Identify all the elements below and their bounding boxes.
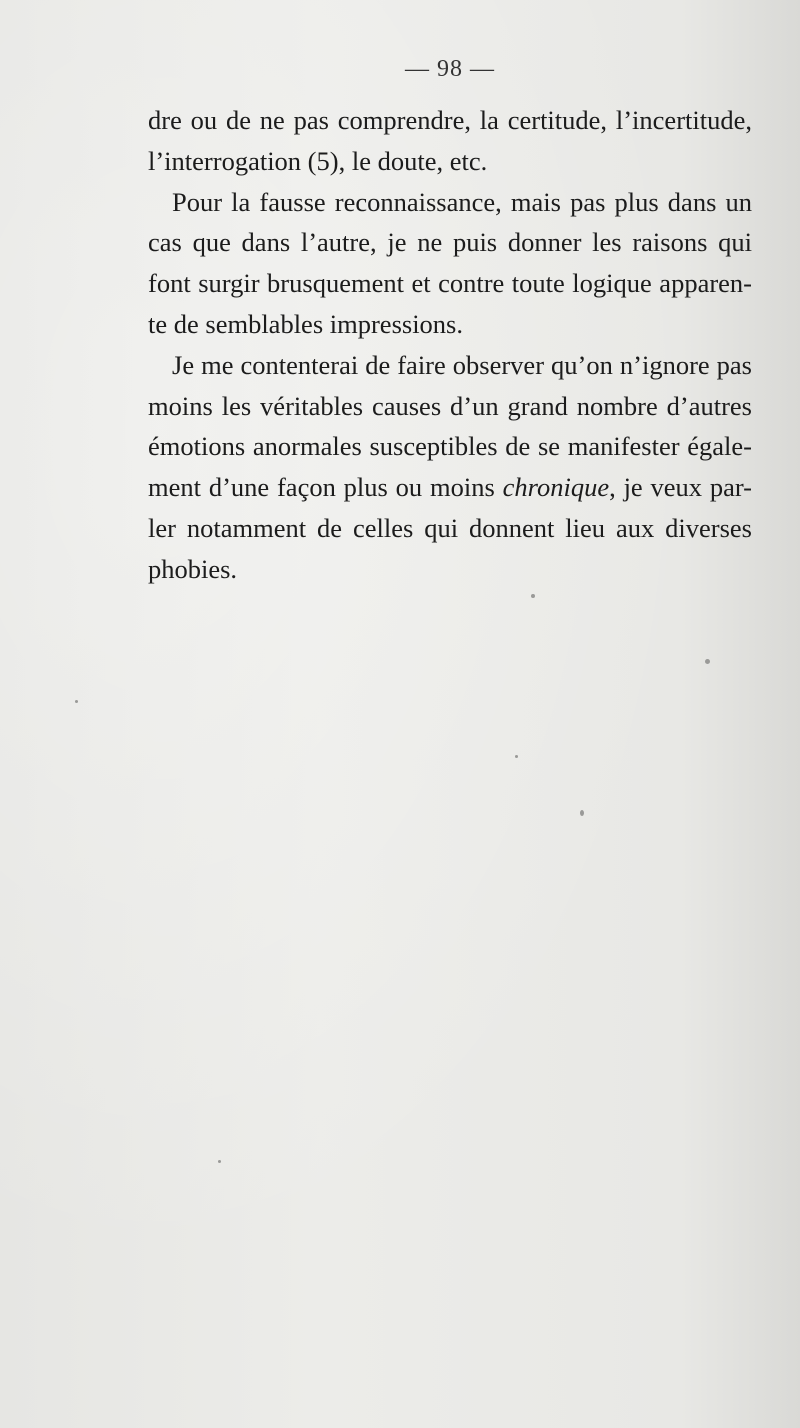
text-line: font surgir brusquement et contre toute logique apparen- — [148, 268, 752, 299]
text-run: , je veux par- — [609, 472, 752, 503]
text-line: cas que dans l’autre, je ne puis donner les raisons qui — [148, 227, 752, 258]
paper-speck — [515, 755, 518, 758]
body-text — [148, 100, 752, 590]
text-line: te de semblables impressions. — [148, 308, 463, 339]
text-line: moins les véritables causes d’un grand nombre d’autres — [148, 390, 752, 421]
text-line-with-italic — [148, 467, 752, 508]
paper-speck — [580, 810, 584, 816]
text-line: Pour la fausse reconnaissance, mais pas plus dans un — [172, 186, 752, 217]
text-line: l’interrogation (5), le doute, etc. — [148, 145, 488, 176]
paper-speck — [218, 1160, 221, 1163]
paper-speck — [531, 594, 535, 598]
text-line: Je me contenterai de faire observer qu’on n’ignore pas — [172, 349, 752, 380]
text-line: phobies. — [148, 553, 238, 584]
text-line: dre ou de ne pas comprendre, la certitude, l’incertitude, — [148, 105, 752, 135]
paragraph-1 — [148, 100, 752, 182]
text-line: ler notamment de celles qui donnent lieu aux diverses — [148, 512, 752, 543]
paper-speck — [75, 700, 78, 703]
text-run: ment d’une façon plus ou moins — [148, 472, 503, 503]
italic-word: chronique — [502, 472, 610, 503]
text-line: émotions anormales susceptibles de se manifester égale- — [148, 431, 752, 462]
paragraph-2 — [148, 182, 752, 345]
paragraph-3 — [148, 345, 752, 590]
page-number: — 98 — — [405, 56, 495, 82]
paper-speck — [705, 659, 710, 664]
